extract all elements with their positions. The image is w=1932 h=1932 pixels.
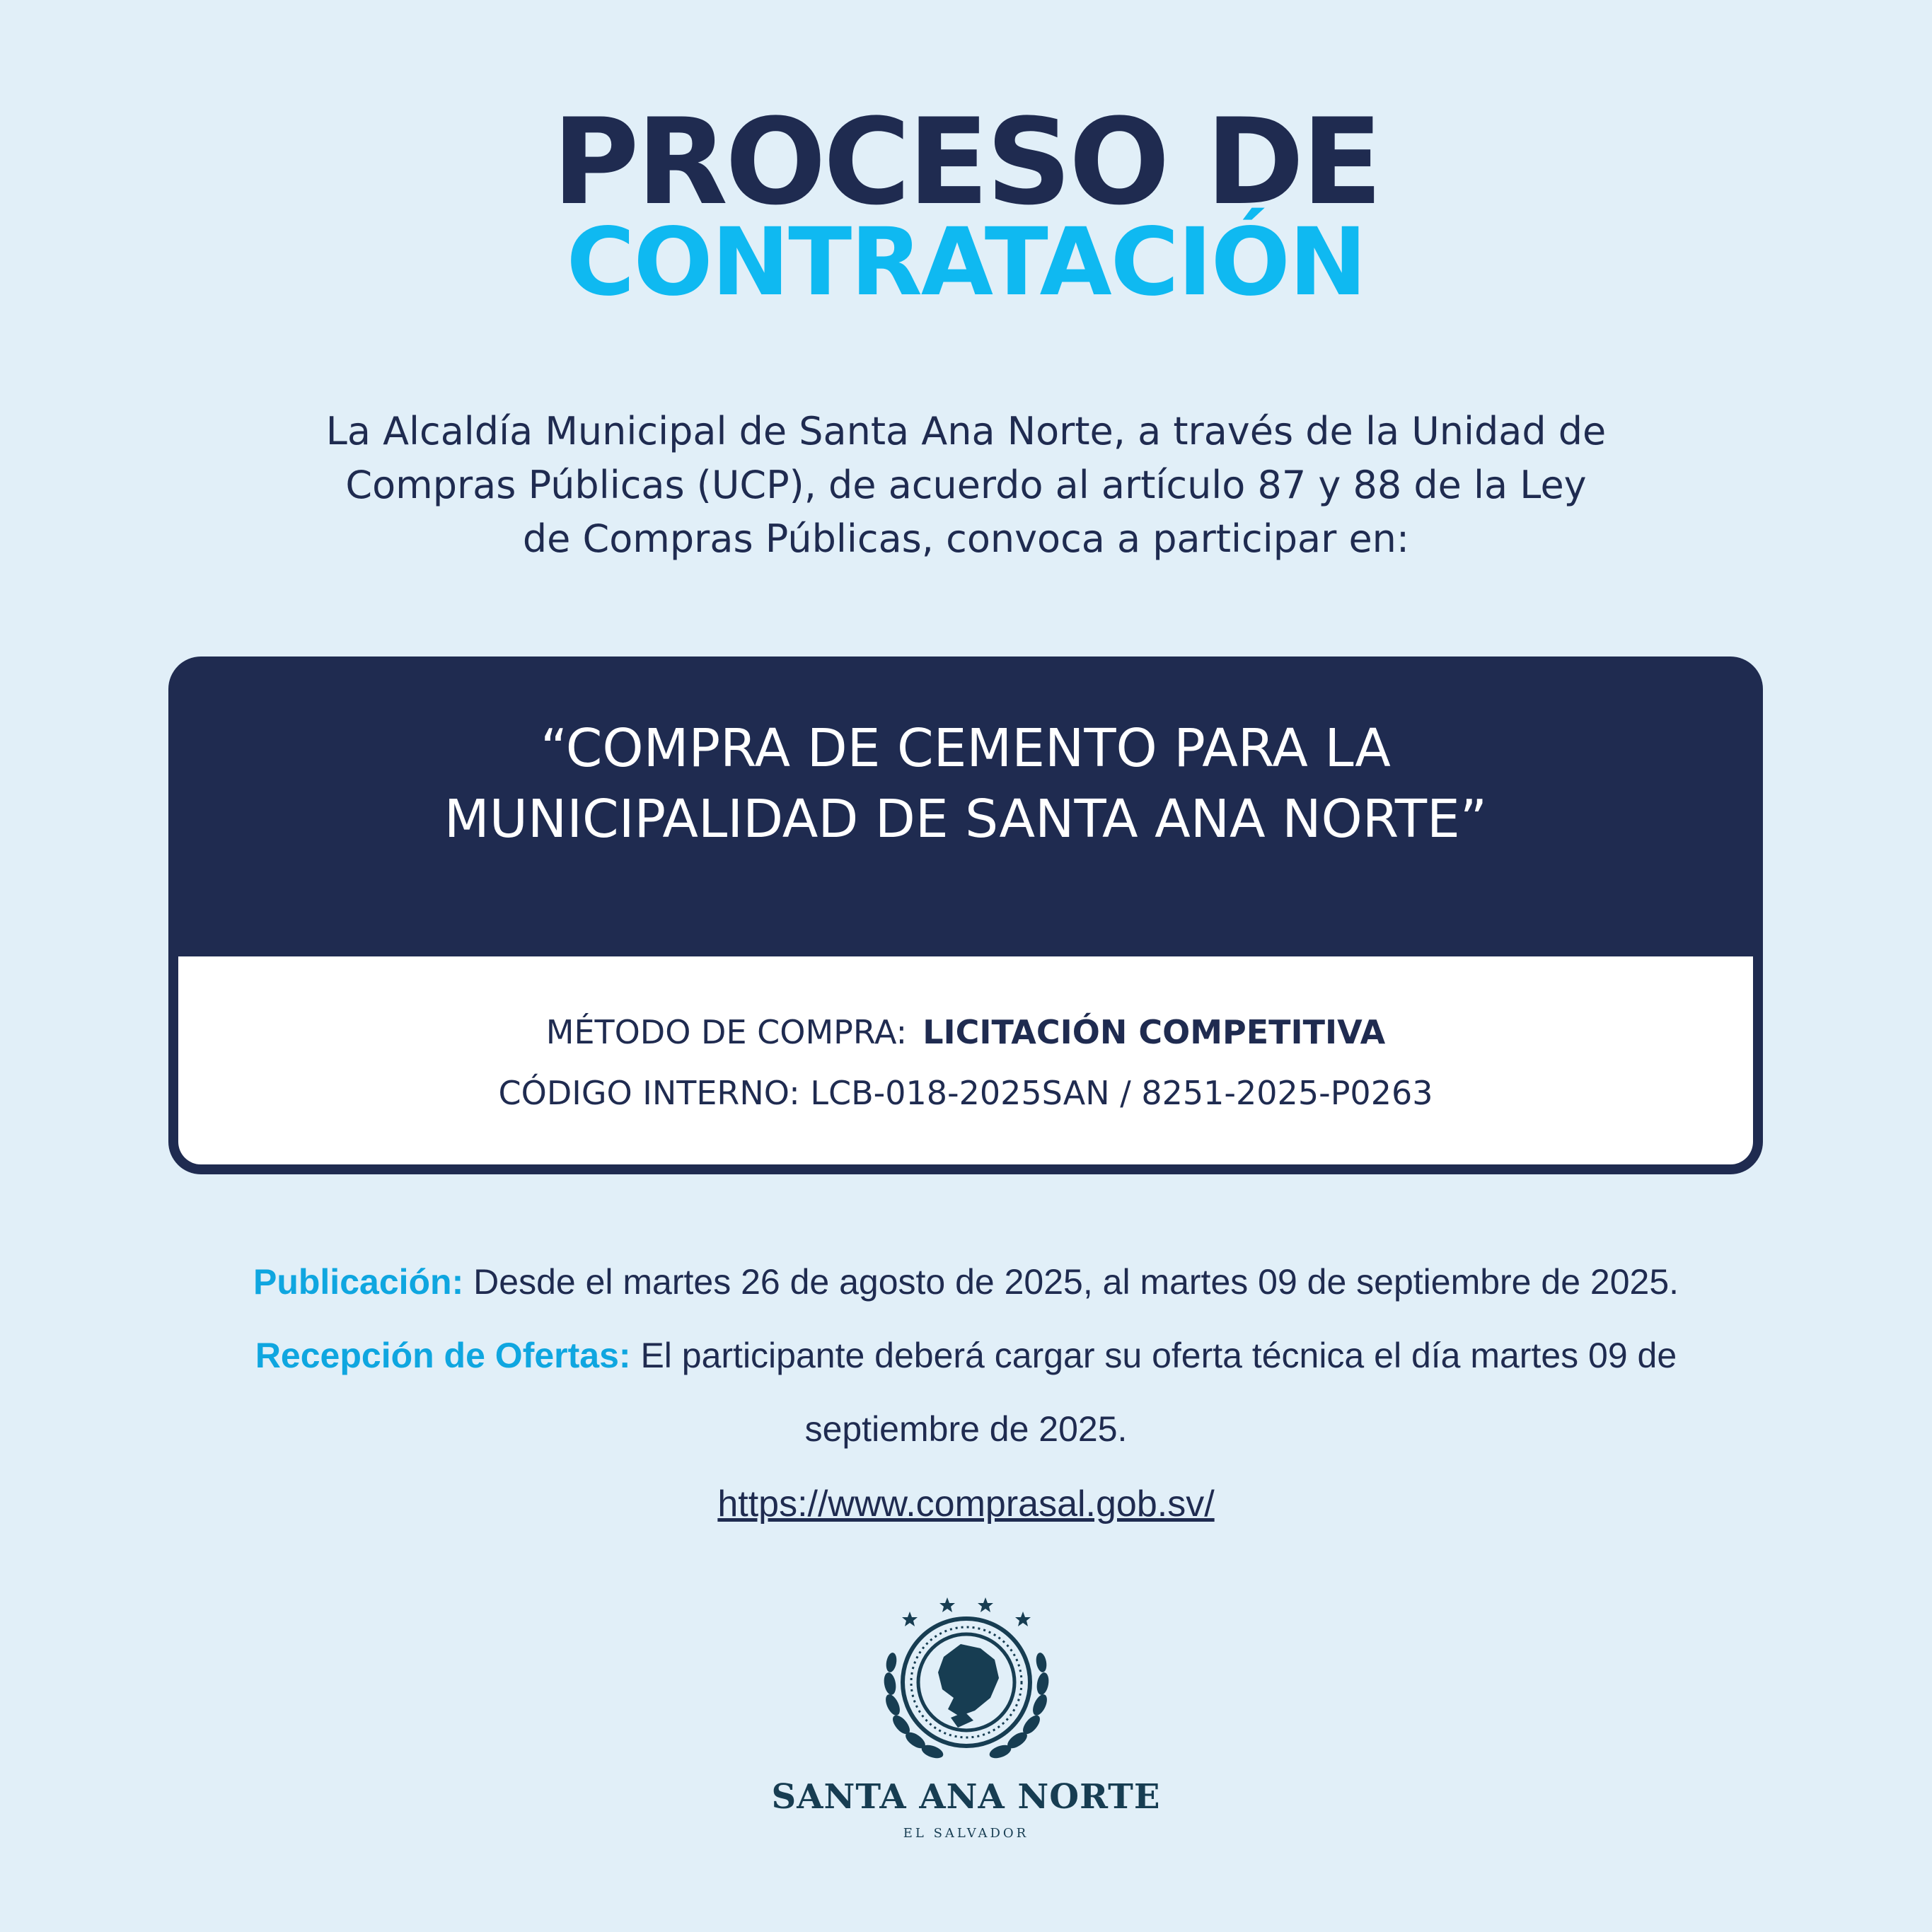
offers-row-continued: septiembre de 2025. [804, 1409, 1128, 1449]
offers-row [141, 1319, 1791, 1392]
intro-line: La Alcaldía Municipal de Santa Ana Norte, a través de la Unidad de [325, 409, 1607, 453]
purchase-method-value: LICITACIÓN COMPETITIVA [922, 1013, 1386, 1051]
star-icon [1015, 1612, 1031, 1626]
star-icon [939, 1597, 955, 1612]
purchase-method-label: MÉTODO DE COMPRA: [545, 1013, 908, 1051]
comprasal-link[interactable]: https://www.comprasal.gob.sv/ [717, 1483, 1215, 1525]
intro-line: de Compras Públicas, convoca a participar en: [522, 516, 1410, 561]
internal-code: CÓDIGO INTERNO: LCB-018-2025SAN / 8251-2025-P0263 [498, 1074, 1433, 1112]
process-title-line: “COMPRA DE CEMENTO PARA LA [540, 718, 1391, 779]
process-title-line: MUNICIPALIDAD DE SANTA ANA NORTE” [444, 789, 1488, 850]
schedule-info [141, 1245, 1791, 1466]
publication-label: Publicación: [253, 1262, 464, 1302]
website-link-row [0, 1483, 1932, 1525]
intro-paragraph [241, 405, 1691, 566]
star-icon [978, 1597, 993, 1612]
star-icon [902, 1612, 918, 1626]
publication-row [141, 1245, 1791, 1319]
process-title [168, 713, 1763, 855]
process-details [178, 956, 1753, 1164]
process-card [168, 656, 1763, 1174]
purchase-method-row [178, 1013, 1753, 1051]
publication-text: Desde el martes 26 de agosto de 2025, al martes 09 de septiembre de 2025. [473, 1262, 1679, 1302]
municipal-seal-icon [874, 1592, 1058, 1776]
offers-label: Recepción de Ofertas: [255, 1336, 631, 1375]
intro-line: Compras Públicas (UCP), de acuerdo al artículo 87 y 88 de la Ley [345, 463, 1587, 507]
brand-country: EL SALVADOR [903, 1826, 1029, 1841]
offers-text: El participante deberá cargar su oferta técnica el día martes 09 de [640, 1336, 1677, 1375]
page-title-line1: PROCESO DE [552, 93, 1380, 231]
brand-name: SANTA ANA NORTE [771, 1777, 1161, 1817]
page-title-line2: CONTRATACIÓN [566, 208, 1366, 317]
